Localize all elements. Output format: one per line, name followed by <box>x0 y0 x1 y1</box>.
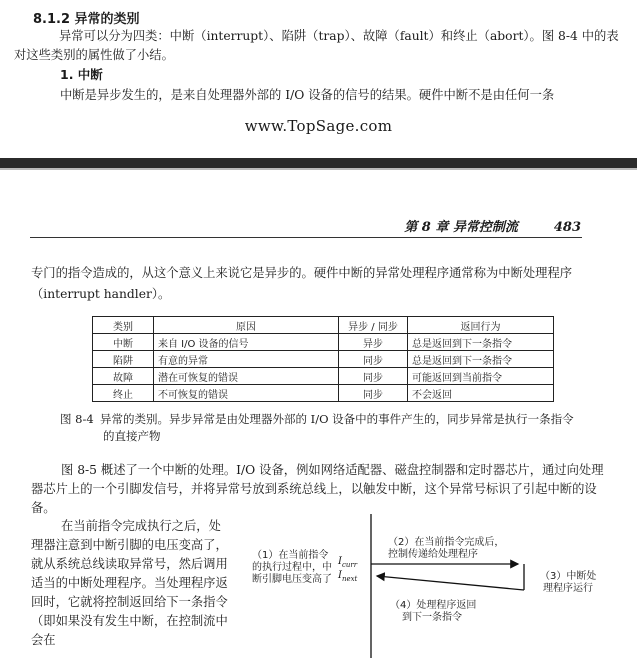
figure-caption-text: 异常的类别。异步异常是由处理器外部的 I/O 设备中的事件产生的，同步异常是执行一条指令 <box>100 412 574 426</box>
diagram-label-3: （3）中断处 理程序运行 <box>540 571 597 594</box>
table-cell: 异步 <box>339 334 408 351</box>
diagram-label-2: （2）在当前指令完成后， 控制传递给处理程序 <box>388 537 505 560</box>
table-cell: 同步 <box>339 385 408 402</box>
table-row <box>93 334 554 351</box>
table-cell: 不可恢复的错误 <box>154 385 339 402</box>
exception-classes-table <box>92 316 554 402</box>
subsection-text: 中断是异步发生的，是来自处理器外部的 I/O 设备的信号的结果。硬件中断不是由任何一条 <box>60 88 555 102</box>
paragraph-side: 在当前指令完成执行之后，处理器注意到中断引脚的电压变高了，就从系统总线读取异常号，然后调用适当的中断处理程序。当处理程序返回时，它就将控制返回给下一条指令（即如果没有发生中断，在控制流中会在 <box>31 519 228 647</box>
section-title: 8.1.2 异常的类别 <box>33 12 140 27</box>
page-number: 483 <box>553 220 581 235</box>
chapter-title: 第 8 章 异常控制流 <box>404 220 518 235</box>
diagram-label-1: （1）在当前指令 的执行过程中，中 断引脚电压变高了 <box>252 550 332 585</box>
paragraph-fig85: 图 8-5 概述了一个中断的处理。I/O 设备，例如网络适配器、磁盘控制器和定时器芯片，通过向处理器芯片上的一个引脚发信号，并将异常号放到系统总线上，以触发中断，这个异常号标识了引起中断的设备。 <box>31 463 604 515</box>
table-cell: 总是返回到下一条指令 <box>408 351 554 368</box>
table-row <box>93 385 554 402</box>
section-intro: 异常可以分为四类：中断（interrupt）、陷阱（trap）、故障（fault）和终止（abort）。图 8-4 中的表对这些类别的属性做了小结。 <box>14 29 619 62</box>
page-separator <box>0 158 637 168</box>
return-arrow <box>377 576 524 590</box>
icurr-label: $I_{curr}$ <box>338 556 358 569</box>
table-header: 原因 <box>154 317 339 334</box>
table-cell: 中断 <box>93 334 154 351</box>
table-cell: 陷阱 <box>93 351 154 368</box>
table-cell: 终止 <box>93 385 154 402</box>
subsection-title: 1. 中断 <box>60 67 103 82</box>
table-row <box>93 351 554 368</box>
table-cell: 有意的异常 <box>154 351 339 368</box>
table-cell: 潜在可恢复的错误 <box>154 368 339 385</box>
table-cell: 同步 <box>339 368 408 385</box>
page-separator-shadow <box>0 168 637 170</box>
table-header: 类别 <box>93 317 154 334</box>
table-cell: 故障 <box>93 368 154 385</box>
diagram-label-4: （4）处理程序返回 到下一条指令 <box>390 600 477 623</box>
figure-caption <box>60 411 620 445</box>
table-cell: 同步 <box>339 351 408 368</box>
table-row <box>93 368 554 385</box>
table-header: 异步 / 同步 <box>339 317 408 334</box>
paragraph-continued: 专门的指令造成的，从这个意义上来说它是异步的。硬件中断的异常处理程序通常称为中断处理程序（interrupt handler）。 <box>31 266 573 301</box>
interrupt-diagram <box>240 512 637 658</box>
table-cell: 可能返回到当前指令 <box>408 368 554 385</box>
figure-caption-continuation: 的直接产物 <box>103 429 161 443</box>
table-cell: 不会返回 <box>408 385 554 402</box>
header-rule <box>30 237 582 238</box>
table-header: 返回行为 <box>408 317 554 334</box>
table-header-row <box>93 317 554 334</box>
watermark: www.TopSage.com <box>244 117 393 135</box>
figure-number: 图 8-4 <box>60 412 94 426</box>
inext-label: $I_{next}$ <box>338 570 358 583</box>
table-cell: 总是返回到下一条指令 <box>408 334 554 351</box>
table-cell: 来自 I/O 设备的信号 <box>154 334 339 351</box>
page-header <box>404 216 581 235</box>
